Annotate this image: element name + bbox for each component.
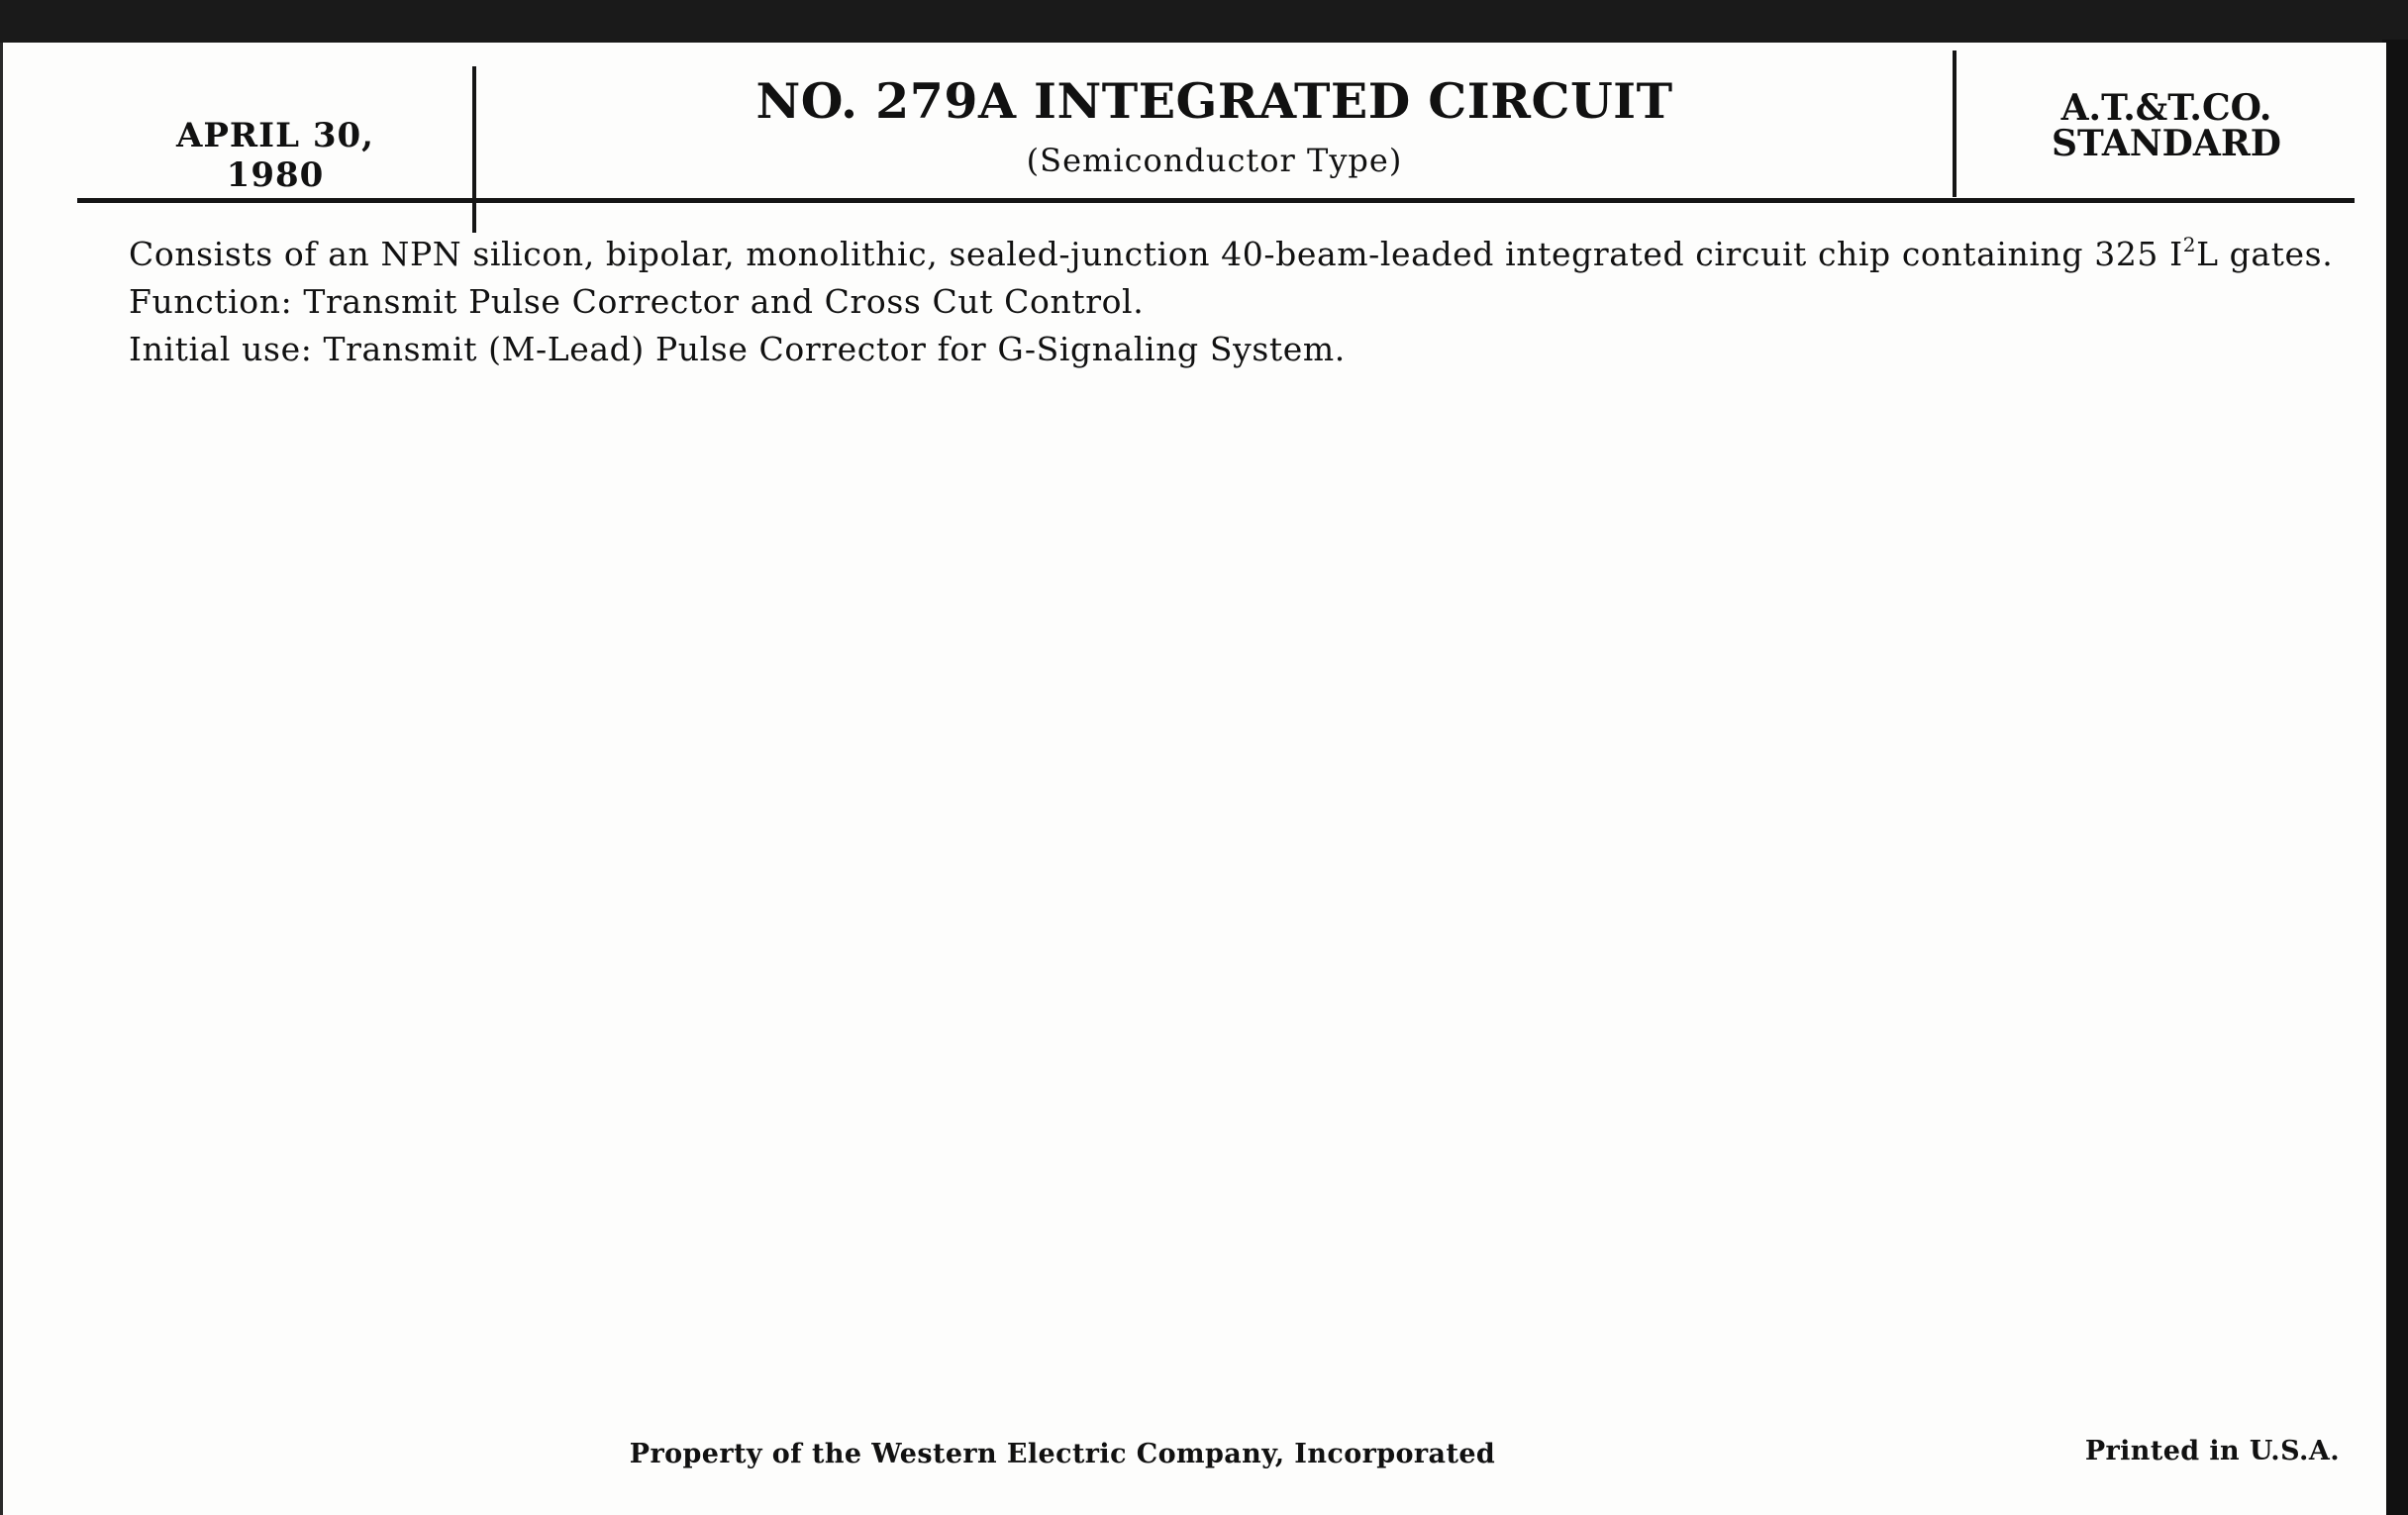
description [129, 221, 2366, 373]
issue-date: APRIL 30, 1980 [175, 116, 374, 195]
description-line-1-text: Consists of an NPN silicon, bipolar, monolithic, sealed-junction 40-beam-leaded integrated circuit chip containing 325 I [129, 235, 2183, 273]
property-notice: Property of the Western Electric Company, Incorporated [629, 1439, 1496, 1469]
printed-notice: Printed in U.S.A. [2084, 1436, 2340, 1466]
description-line-1 [129, 221, 2366, 278]
initial-use-line: Initial use: Transmit (M-Lead) Pulse Corrector for G-Signaling System. [129, 330, 1346, 368]
standard-company: A.T.&T.CO. [2060, 87, 2272, 129]
standard-label: STANDARD [2052, 123, 2281, 164]
header-divider-right [1953, 50, 1956, 197]
header-rule [77, 198, 2355, 203]
superscript: 2 [2182, 233, 2197, 256]
function-line: Function: Transmit Pulse Corrector and Cross Cut Control. [129, 282, 1145, 321]
standard-block [2018, 87, 2315, 164]
description-line-1-end: L gates. [2196, 235, 2334, 273]
document-subtitle: (Semiconductor Type) [1026, 142, 1403, 179]
document-title: NO. 279A INTEGRATED CIRCUIT [755, 72, 1673, 130]
document-card [0, 43, 2386, 1515]
